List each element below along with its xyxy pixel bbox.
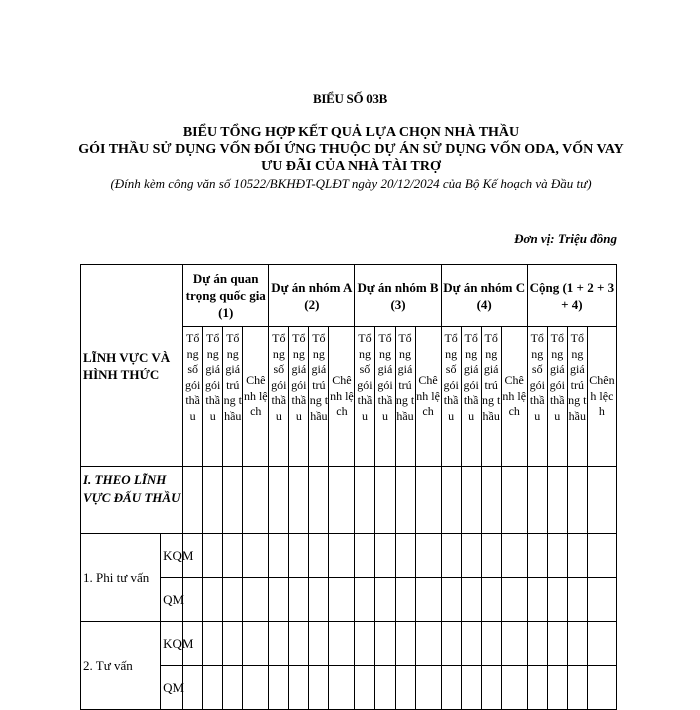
table-cell [567, 666, 587, 710]
table-cell [289, 666, 309, 710]
subcol-header: Tổng giá gói thầu [461, 327, 481, 467]
table-cell [243, 666, 269, 710]
subcol-header: Tổng giá gói thầu [289, 327, 309, 467]
table-cell [269, 622, 289, 666]
table-cell [547, 622, 567, 666]
attachment-note: (Đính kèm công văn số 10522/BKHĐT-QLĐT ngày 20/12/2024 của Bộ Kế hoạch và Đầu tư) [110, 176, 592, 191]
form-kqm: KQM [161, 622, 183, 666]
table-cell [501, 666, 527, 710]
table-cell [289, 534, 309, 578]
table-cell [223, 666, 243, 710]
table-cell [355, 467, 375, 534]
table-cell [329, 467, 355, 534]
form-kqm: KQM [161, 534, 183, 578]
subcol-header: Tổng giá gói thầu [203, 327, 223, 467]
subcol-header: Tổng số gói thầu [269, 327, 289, 467]
subcol-header: Tổng giá trúng thầu [309, 327, 329, 467]
table-cell [527, 578, 547, 622]
table-cell [269, 534, 289, 578]
table-cell [329, 666, 355, 710]
table-cell [309, 666, 329, 710]
table-cell [355, 534, 375, 578]
row-label: 2. Tư vấn [81, 622, 161, 710]
subcol-header: Chênh lệch [501, 327, 527, 467]
table-cell [329, 622, 355, 666]
table-cell [309, 622, 329, 666]
table-cell [501, 622, 527, 666]
table-cell [527, 622, 547, 666]
table-cell [415, 467, 441, 534]
header-field-form: LĨNH VỰC VÀ HÌNH THỨC [81, 265, 183, 467]
table-cell [243, 467, 269, 534]
table-cell [527, 666, 547, 710]
table-cell [587, 622, 616, 666]
table-cell [461, 578, 481, 622]
table-cell [375, 534, 395, 578]
table-cell [375, 622, 395, 666]
table-cell [243, 578, 269, 622]
table-cell [567, 467, 587, 534]
table-cell [289, 622, 309, 666]
form-qm: QM [161, 578, 183, 622]
table-cell [415, 578, 441, 622]
table-cell [243, 534, 269, 578]
table-cell [567, 534, 587, 578]
table-cell [395, 578, 415, 622]
table-cell [223, 534, 243, 578]
table-cell [527, 467, 547, 534]
table-cell [587, 578, 616, 622]
table-cell [547, 578, 567, 622]
group-header: Dự án nhóm B (3) [355, 265, 441, 327]
table-cell [269, 467, 289, 534]
table-cell [415, 666, 441, 710]
table-cell [309, 467, 329, 534]
table-cell [355, 578, 375, 622]
table-cell [269, 578, 289, 622]
table-cell [567, 578, 587, 622]
table-cell [355, 622, 375, 666]
table-cell [355, 666, 375, 710]
table-cell [395, 666, 415, 710]
table-cell [461, 622, 481, 666]
table-cell [375, 578, 395, 622]
table-cell [329, 578, 355, 622]
group-header: Cộng (1 + 2 + 3 + 4) [527, 265, 616, 327]
table-cell [269, 666, 289, 710]
table-cell [223, 578, 243, 622]
table-cell [375, 467, 395, 534]
table-cell [309, 534, 329, 578]
title-line-1: BIỂU TỔNG HỢP KẾT QUẢ LỰA CHỌN NHÀ THẦU [182, 125, 520, 140]
table-cell [547, 534, 567, 578]
table-cell [441, 467, 461, 534]
subcol-header: Tổng số gói thầu [441, 327, 461, 467]
table-cell [289, 467, 309, 534]
table-cell [203, 467, 223, 534]
subcol-header: Chênh lệch [587, 327, 616, 467]
table-cell [223, 622, 243, 666]
table-cell [441, 622, 461, 666]
subcol-header: Tổng giá trúng thầu [223, 327, 243, 467]
subcol-header: Tổng giá trúng thầu [567, 327, 587, 467]
table-cell [587, 534, 616, 578]
table-cell [481, 467, 501, 534]
form-qm: QM [161, 666, 183, 710]
table-cell [415, 622, 441, 666]
table-cell [501, 534, 527, 578]
table-cell [375, 666, 395, 710]
table-cell [441, 578, 461, 622]
title-block [78, 124, 624, 192]
table-cell [481, 622, 501, 666]
table-cell [243, 622, 269, 666]
table-cell [309, 578, 329, 622]
group-header: Dự án nhóm C (4) [441, 265, 527, 327]
unit-label: Đơn vị: Triệu đồng [514, 231, 617, 246]
table-cell [461, 534, 481, 578]
row-label: 1. Phi tư vấn [81, 534, 161, 622]
table-cell [441, 534, 461, 578]
table-cell [183, 467, 203, 534]
table-cell [587, 666, 616, 710]
table-cell [547, 666, 567, 710]
table-cell [527, 534, 547, 578]
table-cell [183, 578, 203, 622]
table-cell [395, 534, 415, 578]
table-cell [481, 666, 501, 710]
section-heading: I. THEO LĨNH VỰC ĐẤU THẦU [81, 467, 183, 534]
table-cell [395, 622, 415, 666]
table-cell [501, 467, 527, 534]
subcol-header: Tổng số gói thầu [355, 327, 375, 467]
table-cell [203, 666, 223, 710]
subcol-header: Tổng giá trúng thầu [395, 327, 415, 467]
table-cell [481, 578, 501, 622]
table-cell [547, 467, 567, 534]
group-header: Dự án nhóm A (2) [269, 265, 355, 327]
title-line-2: GÓI THẦU SỬ DỤNG VỐN ĐỐI ỨNG THUỘC DỰ ÁN SỬ DỤNG VỐN ODA, VỐN VAY ƯU ĐÃI CỦA NHÀ TÀI TRỢ [78, 142, 624, 174]
table-cell [587, 467, 616, 534]
table-cell [461, 467, 481, 534]
table-cell [203, 578, 223, 622]
subcol-header: Tổng giá gói thầu [375, 327, 395, 467]
subcol-header: Tổng số gói thầu [527, 327, 547, 467]
table-cell [203, 622, 223, 666]
table-cell [501, 578, 527, 622]
table-cell [289, 578, 309, 622]
results-table [80, 264, 617, 710]
subcol-header: Chênh lệch [243, 327, 269, 467]
table-cell [183, 666, 203, 710]
table-cell [415, 534, 441, 578]
table-cell [329, 534, 355, 578]
subcol-header: Tổng giá trúng thầu [481, 327, 501, 467]
table-cell [441, 666, 461, 710]
table-cell [395, 467, 415, 534]
subcol-header: Tổng số gói thầu [183, 327, 203, 467]
form-code: BIỂU SỐ 03B [312, 91, 387, 106]
table-cell [481, 534, 501, 578]
group-header: Dự án quan trọng quốc gia (1) [183, 265, 269, 327]
subcol-header: Chênh lệch [415, 327, 441, 467]
table-cell [203, 534, 223, 578]
table-cell [461, 666, 481, 710]
table-cell [223, 467, 243, 534]
table-cell [567, 622, 587, 666]
subcol-header: Tổng giá gói thầu [547, 327, 567, 467]
subcol-header: Chênh lệch [329, 327, 355, 467]
